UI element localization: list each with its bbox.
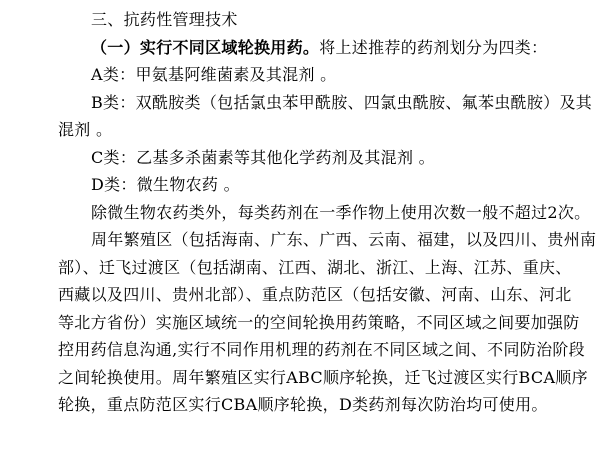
class-c-line: C类：乙基多杀菌素等其他化学药剂及其混剂 。 (91, 147, 435, 167)
class-b-continuation: 混剂 。 (58, 120, 113, 139)
subsection-heading: （一）实行不同区域轮换用药。 (91, 37, 320, 57)
section-title: 三、抗药性管理技术 (91, 10, 238, 29)
rotation-paragraph-line: 控用药信息沟通,实行不同作用机理的药剂在不同区域之间、不同防治阶段 (58, 340, 585, 359)
subsection-text: 将上述推荐的药剂划分为四类： (319, 37, 548, 57)
usage-limit-paragraph: 除微生物农药类外，每类药剂在一季作物上使用次数一般不超过2次。 (91, 202, 591, 222)
subsection-line (58, 34, 574, 62)
class-d-line: D类：微生物农药 。 (91, 175, 240, 194)
rotation-paragraph-line: 等北方省份）实施区域统一的空间轮换用药策略，不同区域之间要加强防 (58, 312, 580, 332)
class-b-line: B类：双酰胺类（包括氯虫苯甲酰胺、四氯虫酰胺、氟苯虫酰胺）及其 (91, 92, 593, 112)
rotation-paragraph-line: 周年繁殖区（包括海南、广东、广西、云南、福建，以及四川、贵州南 (91, 230, 597, 249)
class-a-line: A类：甲氨基阿维菌素及其混剂 。 (91, 65, 337, 84)
rotation-paragraph-line: 轮换，重点防范区实行CBA顺序轮换，D类药剂每次防治均可使用。 (58, 395, 548, 414)
rotation-paragraph-line: 部）、迁飞过渡区（包括湖南、江西、湖北、浙江、上海、江苏、重庆、 (58, 257, 572, 277)
rotation-paragraph-line: 西藏以及四川、贵州北部）、重点防范区（包括安徽、河南、山东、河北 (58, 285, 572, 304)
rotation-paragraph-line: 之间轮换使用。周年繁殖区实行ABC顺序轮换，迁飞过渡区实行BCA顺序 (58, 367, 588, 387)
